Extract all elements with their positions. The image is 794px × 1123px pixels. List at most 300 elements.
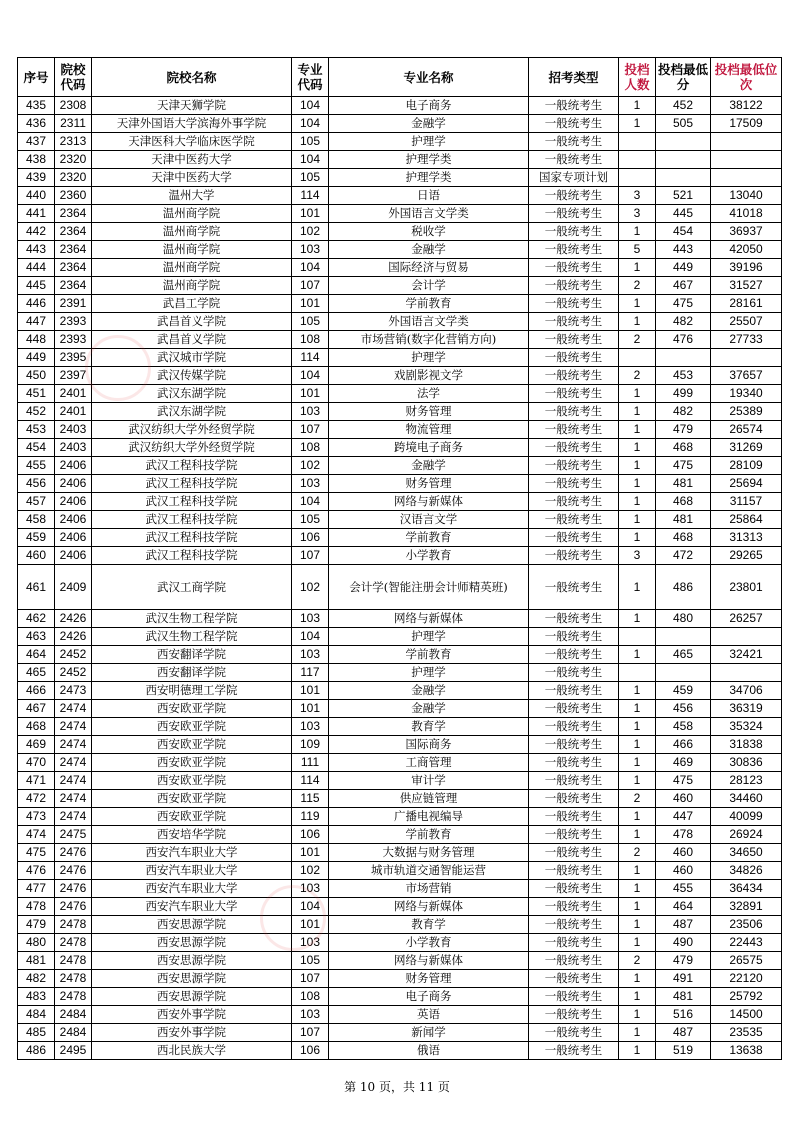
major-code-cell: 103 [292,718,329,736]
school-name-cell: 西安欧亚学院 [92,700,292,718]
major-code-cell: 103 [292,934,329,952]
major-name-cell: 戏剧影视文学 [329,367,529,385]
table-row [18,1042,782,1060]
admitted-count-cell: 1 [619,898,656,916]
min-score-cell: 479 [656,421,711,439]
school-code-cell: 2406 [55,493,92,511]
table-row [18,529,782,547]
exam-type-cell: 一般统考生 [529,205,619,223]
major-code-cell: 104 [292,115,329,133]
school-code-cell: 2478 [55,952,92,970]
major-name-cell: 教育学 [329,916,529,934]
admitted-count-cell: 1 [619,115,656,133]
row-index-cell: 469 [18,736,55,754]
table-row [18,475,782,493]
school-code-cell: 2474 [55,718,92,736]
table-row [18,916,782,934]
min-score-cell [656,169,711,187]
major-name-cell: 电子商务 [329,988,529,1006]
table-row [18,952,782,970]
exam-type-cell: 一般统考生 [529,457,619,475]
major-name-cell: 广播电视编导 [329,808,529,826]
min-rank-cell: 36319 [711,700,782,718]
table-row [18,790,782,808]
school-name-cell: 武昌首义学院 [92,331,292,349]
admitted-count-cell: 1 [619,529,656,547]
major-name-cell: 护理学类 [329,169,529,187]
min-score-cell: 460 [656,790,711,808]
admitted-count-cell [619,151,656,169]
min-rank-cell: 13638 [711,1042,782,1060]
major-name-cell: 金融学 [329,700,529,718]
min-score-cell: 491 [656,970,711,988]
table-row [18,457,782,475]
table-row [18,664,782,682]
major-code-cell: 104 [292,493,329,511]
min-score-cell: 490 [656,934,711,952]
row-index-cell: 464 [18,646,55,664]
major-name-cell: 国际经济与贸易 [329,259,529,277]
min-score-cell: 475 [656,295,711,313]
min-rank-cell: 26924 [711,826,782,844]
row-index-cell: 436 [18,115,55,133]
admission-table-container [17,57,781,1060]
min-score-cell [656,133,711,151]
major-name-cell: 工商管理 [329,754,529,772]
admitted-count-cell: 5 [619,241,656,259]
min-rank-cell: 41018 [711,205,782,223]
min-rank-cell: 34826 [711,862,782,880]
admitted-count-cell: 1 [619,754,656,772]
min-rank-cell: 30836 [711,754,782,772]
row-index-cell: 482 [18,970,55,988]
min-score-cell: 475 [656,457,711,475]
exam-type-cell: 一般统考生 [529,313,619,331]
major-code-cell: 103 [292,1006,329,1024]
major-code-cell: 114 [292,349,329,367]
header-label: 院校代码 [60,62,86,92]
table-row [18,754,782,772]
admitted-count-cell: 2 [619,277,656,295]
school-name-cell: 武汉生物工程学院 [92,610,292,628]
table-row [18,718,782,736]
min-rank-cell: 38122 [711,97,782,115]
min-score-cell: 453 [656,367,711,385]
major-code-cell: 105 [292,313,329,331]
min-score-cell: 481 [656,988,711,1006]
admitted-count-cell: 2 [619,790,656,808]
school-name-cell: 西安思源学院 [92,916,292,934]
row-index-cell: 435 [18,97,55,115]
exam-type-cell: 一般统考生 [529,646,619,664]
major-name-cell: 国际商务 [329,736,529,754]
major-code-cell: 101 [292,205,329,223]
major-name-cell: 护理学 [329,664,529,682]
major-name-cell: 市场营销 [329,880,529,898]
exam-type-cell: 一般统考生 [529,1024,619,1042]
admitted-count-cell: 1 [619,1006,656,1024]
major-code-cell: 102 [292,223,329,241]
row-index-cell: 456 [18,475,55,493]
table-header-row [18,58,782,97]
major-name-cell: 税收学 [329,223,529,241]
school-code-cell: 2320 [55,151,92,169]
min-score-cell: 475 [656,772,711,790]
major-code-cell: 107 [292,1024,329,1042]
min-rank-cell: 25389 [711,403,782,421]
admitted-count-cell: 1 [619,934,656,952]
min-rank-cell: 36434 [711,880,782,898]
header-label: 投档人数 [624,62,650,92]
school-name-cell: 西安汽车职业大学 [92,880,292,898]
min-score-cell: 521 [656,187,711,205]
row-index-cell: 484 [18,1006,55,1024]
admitted-count-cell [619,133,656,151]
min-rank-cell: 13040 [711,187,782,205]
admitted-count-cell: 3 [619,547,656,565]
row-index-cell: 452 [18,403,55,421]
school-code-cell: 2478 [55,970,92,988]
table-row [18,205,782,223]
row-index-cell: 471 [18,772,55,790]
row-index-cell: 442 [18,223,55,241]
school-name-cell: 温州商学院 [92,241,292,259]
exam-type-cell: 一般统考生 [529,349,619,367]
major-name-cell: 日语 [329,187,529,205]
min-rank-cell: 34650 [711,844,782,862]
school-name-cell: 西安欧亚学院 [92,808,292,826]
row-index-cell: 459 [18,529,55,547]
exam-type-cell: 一般统考生 [529,808,619,826]
school-code-cell: 2364 [55,205,92,223]
table-row [18,628,782,646]
school-code-cell: 2426 [55,628,92,646]
school-code-cell: 2406 [55,529,92,547]
watermark-seal-icon [85,335,151,401]
exam-type-cell: 一般统考生 [529,421,619,439]
min-rank-cell: 32421 [711,646,782,664]
table-row [18,934,782,952]
exam-type-cell: 一般统考生 [529,610,619,628]
exam-type-cell: 一般统考生 [529,718,619,736]
major-code-cell: 102 [292,862,329,880]
major-code-cell: 103 [292,610,329,628]
admitted-count-cell [619,169,656,187]
min-score-cell: 458 [656,718,711,736]
row-index-cell: 448 [18,331,55,349]
school-name-cell: 温州商学院 [92,259,292,277]
major-name-cell: 汉语言文学 [329,511,529,529]
school-name-cell: 武汉东湖学院 [92,403,292,421]
school-code-cell: 2403 [55,439,92,457]
admitted-count-cell: 1 [619,808,656,826]
min-rank-cell: 26257 [711,610,782,628]
exam-type-cell: 一般统考生 [529,331,619,349]
school-code-cell: 2452 [55,664,92,682]
major-name-cell: 金融学 [329,241,529,259]
school-code-cell: 2401 [55,403,92,421]
min-rank-cell: 26575 [711,952,782,970]
min-rank-cell: 40099 [711,808,782,826]
min-score-cell: 472 [656,547,711,565]
min-score-cell: 480 [656,610,711,628]
major-name-cell: 学前教育 [329,646,529,664]
school-name-cell: 西安欧亚学院 [92,754,292,772]
row-index-cell: 446 [18,295,55,313]
admitted-count-cell: 1 [619,880,656,898]
major-code-cell: 101 [292,682,329,700]
table-row [18,259,782,277]
exam-type-cell: 一般统考生 [529,952,619,970]
min-rank-cell: 31838 [711,736,782,754]
major-code-cell: 105 [292,511,329,529]
major-code-cell: 101 [292,385,329,403]
major-name-cell: 大数据与财务管理 [329,844,529,862]
min-score-cell: 460 [656,844,711,862]
header-label: 投档最低位次 [714,62,778,92]
min-rank-cell [711,664,782,682]
school-name-cell: 温州大学 [92,187,292,205]
major-name-cell: 小学教育 [329,547,529,565]
major-name-cell: 俄语 [329,1042,529,1060]
min-score-cell: 468 [656,529,711,547]
major-name-cell: 跨境电子商务 [329,439,529,457]
exam-type-cell: 一般统考生 [529,493,619,511]
row-index-cell: 440 [18,187,55,205]
school-name-cell: 西安思源学院 [92,934,292,952]
row-index-cell: 454 [18,439,55,457]
school-code-cell: 2474 [55,754,92,772]
school-code-cell: 2360 [55,187,92,205]
school-code-cell: 2495 [55,1042,92,1060]
exam-type-cell: 一般统考生 [529,1042,619,1060]
admitted-count-cell: 3 [619,187,656,205]
table-row [18,988,782,1006]
min-rank-cell: 28161 [711,295,782,313]
row-index-cell: 460 [18,547,55,565]
table-row [18,241,782,259]
exam-type-cell: 一般统考生 [529,736,619,754]
admitted-count-cell: 1 [619,682,656,700]
row-index-cell: 475 [18,844,55,862]
table-row [18,772,782,790]
table-row [18,646,782,664]
row-index-cell: 476 [18,862,55,880]
min-score-cell: 481 [656,475,711,493]
min-score-cell: 486 [656,565,711,610]
major-name-cell: 教育学 [329,718,529,736]
major-name-cell: 外国语言文学类 [329,205,529,223]
row-index-cell: 486 [18,1042,55,1060]
header-index [18,58,55,97]
header-school-name [92,58,292,97]
school-name-cell: 天津外国语大学滨海外事学院 [92,115,292,133]
school-name-cell: 武汉工程科技学院 [92,529,292,547]
school-name-cell: 西安外事学院 [92,1006,292,1024]
school-name-cell: 温州商学院 [92,223,292,241]
row-index-cell: 457 [18,493,55,511]
exam-type-cell: 一般统考生 [529,475,619,493]
table-body [18,97,782,1060]
table-row [18,826,782,844]
school-code-cell: 2308 [55,97,92,115]
major-name-cell: 财务管理 [329,475,529,493]
min-rank-cell: 25792 [711,988,782,1006]
major-name-cell: 护理学类 [329,151,529,169]
row-index-cell: 453 [18,421,55,439]
major-name-cell: 护理学 [329,349,529,367]
major-code-cell: 104 [292,97,329,115]
exam-type-cell: 国家专项计划 [529,169,619,187]
school-name-cell: 武汉工程科技学院 [92,475,292,493]
exam-type-cell: 一般统考生 [529,367,619,385]
min-score-cell: 443 [656,241,711,259]
min-rank-cell: 32891 [711,898,782,916]
major-name-cell: 物流管理 [329,421,529,439]
exam-type-cell: 一般统考生 [529,880,619,898]
min-rank-cell: 29265 [711,547,782,565]
major-code-cell: 114 [292,187,329,205]
school-code-cell: 2406 [55,475,92,493]
min-rank-cell: 14500 [711,1006,782,1024]
min-score-cell: 478 [656,826,711,844]
min-rank-cell: 31527 [711,277,782,295]
admitted-count-cell: 1 [619,988,656,1006]
major-name-cell: 网络与新媒体 [329,898,529,916]
major-name-cell: 金融学 [329,457,529,475]
school-code-cell: 2426 [55,610,92,628]
admitted-count-cell: 1 [619,646,656,664]
exam-type-cell: 一般统考生 [529,385,619,403]
row-index-cell: 444 [18,259,55,277]
min-score-cell: 469 [656,754,711,772]
table-row [18,736,782,754]
major-name-cell: 网络与新媒体 [329,610,529,628]
min-score-cell: 460 [656,862,711,880]
min-score-cell [656,349,711,367]
school-code-cell: 2476 [55,844,92,862]
min-rank-cell [711,349,782,367]
major-code-cell: 119 [292,808,329,826]
major-name-cell: 护理学 [329,133,529,151]
min-score-cell: 516 [656,1006,711,1024]
admitted-count-cell: 1 [619,772,656,790]
exam-type-cell: 一般统考生 [529,934,619,952]
row-index-cell: 445 [18,277,55,295]
exam-type-cell: 一般统考生 [529,187,619,205]
min-rank-cell: 39196 [711,259,782,277]
min-score-cell: 459 [656,682,711,700]
major-code-cell: 108 [292,439,329,457]
min-score-cell [656,151,711,169]
exam-type-cell: 一般统考生 [529,511,619,529]
school-name-cell: 武汉纺织大学外经贸学院 [92,439,292,457]
table-row [18,808,782,826]
row-index-cell: 451 [18,385,55,403]
min-rank-cell: 28123 [711,772,782,790]
row-index-cell: 441 [18,205,55,223]
major-code-cell: 101 [292,916,329,934]
admission-table [17,57,782,1060]
exam-type-cell: 一般统考生 [529,1006,619,1024]
header-exam-type [529,58,619,97]
exam-type-cell: 一般统考生 [529,277,619,295]
admitted-count-cell: 2 [619,331,656,349]
admitted-count-cell: 1 [619,565,656,610]
school-code-cell: 2476 [55,898,92,916]
row-index-cell: 463 [18,628,55,646]
table-row [18,403,782,421]
min-score-cell: 479 [656,952,711,970]
row-index-cell: 479 [18,916,55,934]
header-label: 专业名称 [403,69,454,85]
school-name-cell: 武汉生物工程学院 [92,628,292,646]
table-row [18,1006,782,1024]
min-score-cell: 466 [656,736,711,754]
row-index-cell: 439 [18,169,55,187]
row-index-cell: 465 [18,664,55,682]
min-rank-cell: 22120 [711,970,782,988]
school-code-cell: 2478 [55,916,92,934]
header-label: 投档最低分 [657,62,708,92]
table-row [18,97,782,115]
school-code-cell: 2474 [55,700,92,718]
table-row [18,547,782,565]
min-rank-cell: 42050 [711,241,782,259]
exam-type-cell: 一般统考生 [529,916,619,934]
school-code-cell: 2364 [55,277,92,295]
row-index-cell: 461 [18,565,55,610]
admitted-count-cell: 1 [619,295,656,313]
table-row [18,277,782,295]
exam-type-cell: 一般统考生 [529,259,619,277]
major-code-cell: 103 [292,475,329,493]
school-name-cell: 西北民族大学 [92,1042,292,1060]
min-rank-cell: 34706 [711,682,782,700]
school-name-cell: 西安培华学院 [92,826,292,844]
table-row [18,295,782,313]
exam-type-cell: 一般统考生 [529,439,619,457]
school-code-cell: 2474 [55,790,92,808]
major-name-cell: 学前教育 [329,529,529,547]
major-name-cell: 新闻学 [329,1024,529,1042]
header-min-score [656,58,711,97]
major-code-cell: 104 [292,259,329,277]
table-row [18,700,782,718]
school-code-cell: 2474 [55,772,92,790]
exam-type-cell: 一般统考生 [529,295,619,313]
admitted-count-cell: 1 [619,826,656,844]
school-code-cell: 2364 [55,259,92,277]
exam-type-cell: 一般统考生 [529,115,619,133]
table-row [18,151,782,169]
row-index-cell: 447 [18,313,55,331]
school-code-cell: 2406 [55,547,92,565]
admitted-count-cell: 1 [619,718,656,736]
school-name-cell: 温州商学院 [92,205,292,223]
row-index-cell: 437 [18,133,55,151]
row-index-cell: 485 [18,1024,55,1042]
school-name-cell: 天津天狮学院 [92,97,292,115]
school-code-cell: 2313 [55,133,92,151]
admitted-count-cell: 1 [619,1042,656,1060]
admitted-count-cell [619,349,656,367]
row-index-cell: 467 [18,700,55,718]
exam-type-cell: 一般统考生 [529,403,619,421]
school-code-cell: 2320 [55,169,92,187]
school-code-cell: 2475 [55,826,92,844]
min-score-cell: 487 [656,1024,711,1042]
